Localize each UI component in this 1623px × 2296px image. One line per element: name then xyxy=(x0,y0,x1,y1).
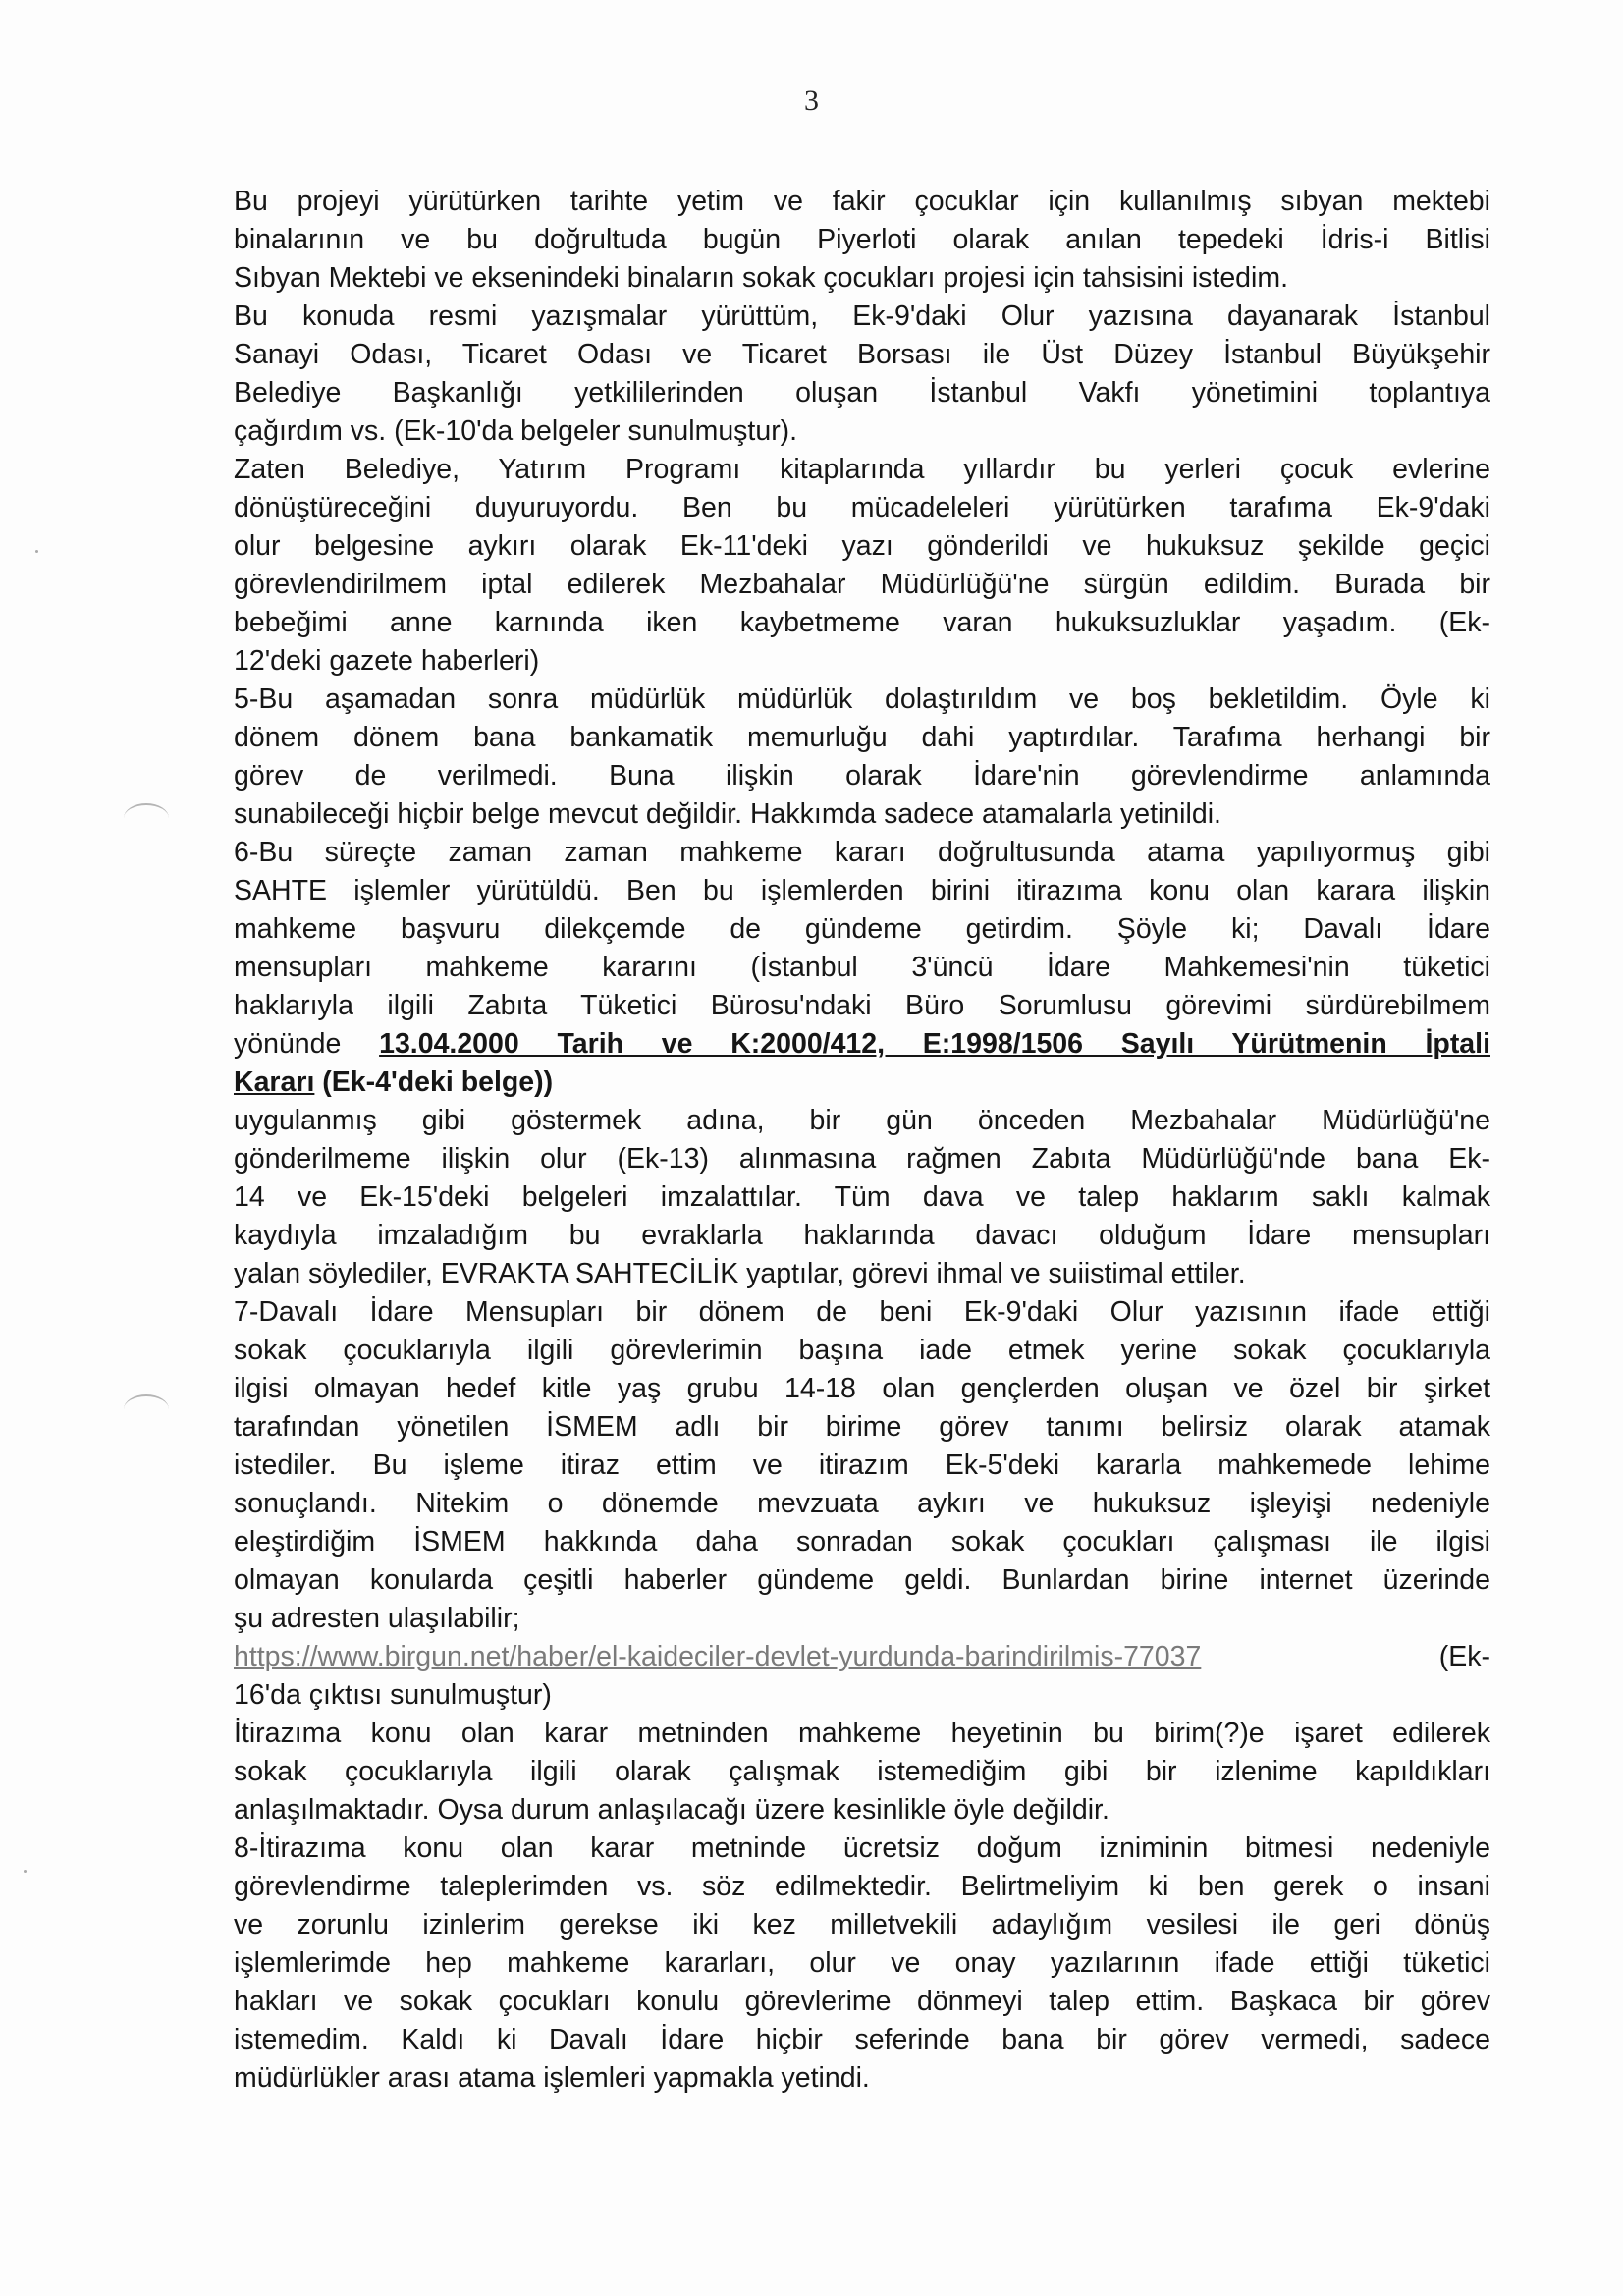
text-line xyxy=(234,1408,1490,1447)
text-line xyxy=(234,1025,1490,1064)
body-text xyxy=(234,183,1490,2098)
text-line xyxy=(234,374,1490,412)
line-text: gönderilmeme ilişkin olur (Ek-13) alınmasına rağmen Zabıta Müdürlüğü'nde bana Ek- xyxy=(234,1143,1490,1175)
text-line xyxy=(234,949,1490,987)
line-text: İtirazıma konu olan karar metninden mahkeme heyetinin bu birim(?)e işaret edilerek xyxy=(234,1718,1490,1749)
text-line xyxy=(234,298,1490,336)
text-line xyxy=(234,1753,1490,1791)
line-text: görev de verilmedi. Buna ilişkin olarak İdare'nin görevlendirme anlamında xyxy=(234,760,1490,792)
line-text: görevlendirme taleplerimden vs. söz edilmektedir. Belirtmeliyim ki ben gerek o insani xyxy=(234,1871,1490,1902)
text-line xyxy=(234,910,1490,949)
line-text: Belediye Başkanlığı yetkililerinden oluşan İstanbul Vakfı yönetimini toplantıya xyxy=(234,377,1490,409)
punch-hole-mark xyxy=(124,1394,169,1424)
text-line xyxy=(234,2021,1490,2059)
text-line xyxy=(234,719,1490,757)
line-text: binalarının ve bu doğrultuda bugün Piyerloti olarak anılan tepedeki İdris-i Bitlisi xyxy=(234,224,1490,255)
line-text: 5-Bu aşamadan sonra müdürlük müdürlük dolaştırıldım ve boş bekletildim. Öyle ki xyxy=(234,683,1490,715)
line-text: uygulanmış gibi göstermek adına, bir gün önceden Mezbahalar Müdürlüğü'ne xyxy=(234,1105,1490,1136)
text-line xyxy=(234,1447,1490,1485)
text-line xyxy=(234,1293,1490,1332)
scan-speck xyxy=(35,550,38,553)
text-line xyxy=(234,681,1490,719)
line-text: görevlendirilmem iptal edilerek Mezbahalar Müdürlüğü'ne sürgün edildim. Burada bir xyxy=(234,569,1490,600)
text-line xyxy=(234,1638,1490,1676)
line-text: 12'deki gazete haberleri) xyxy=(234,645,540,677)
scan-speck xyxy=(24,1870,27,1873)
line-text: yalan söylediler, EVRAKTA SAHTECİLİK yaptılar, görevi ihmal ve suiistimal ettiler. xyxy=(234,1258,1246,1289)
line-text: müdürlükler arası atama işlemleri yapmakla yetindi. xyxy=(234,2062,870,2094)
text-line xyxy=(234,1217,1490,1255)
text-line xyxy=(234,412,1490,451)
text-line xyxy=(234,834,1490,872)
court-decision-reference: Kararı xyxy=(234,1066,315,1098)
text-line xyxy=(234,1944,1490,1983)
line-text: Zaten Belediye, Yatırım Programı kitaplarında yıllardır bu yerleri çocuk evlerine xyxy=(234,454,1490,485)
line-text: kaydıyla imzaladığım bu evraklarla haklarında davacı olduğum İdare mensupları xyxy=(234,1220,1490,1251)
text-line xyxy=(234,336,1490,374)
line-text: (Ek- xyxy=(1438,1641,1490,1672)
line-text: SAHTE işlemler yürütüldü. Ben bu işlemlerden birini itirazıma konu olan karara ilişkin xyxy=(234,875,1490,906)
line-text: mahkeme başvuru dilekçemde de gündeme getirdim. Şöyle ki; Davalı İdare xyxy=(234,913,1490,945)
line-text: 16'da çıktısı sunulmuştur) xyxy=(234,1679,552,1711)
text-line xyxy=(234,1906,1490,1944)
line-text: hakları ve sokak çocukları konulu görevlerime dönmeyi talep ettim. Başkaca bir görev xyxy=(234,1986,1490,2017)
text-line xyxy=(234,642,1490,681)
text-line xyxy=(234,1983,1490,2021)
text-line xyxy=(234,1332,1490,1370)
line-text: yönünde xyxy=(234,1028,380,1060)
text-line xyxy=(234,872,1490,910)
text-line xyxy=(234,1485,1490,1523)
text-line xyxy=(234,1791,1490,1830)
line-text: ve zorunlu izinlerim gerekse iki kez milletvekili adaylığım vesilesi ile geri dönüş xyxy=(234,1909,1490,1941)
text-line xyxy=(234,1102,1490,1140)
line-text: eleştirdiğim İSMEM hakkında daha sonradan sokak çocukları çalışması ile ilgisi xyxy=(234,1526,1490,1558)
line-text: anlaşılmaktadır. Oysa durum anlaşılacağı üzere kesinlikle öyle değildir. xyxy=(234,1794,1109,1826)
text-line xyxy=(234,489,1490,527)
text-line xyxy=(234,1868,1490,1906)
line-text: Sıbyan Mektebi ve eksenindeki binaların sokak çocukları projesi için tahsisini istedim. xyxy=(234,262,1289,294)
line-text: çağırdım vs. (Ek-10'da belgeler sunulmuştur). xyxy=(234,415,798,447)
line-text: 7-Davalı İdare Mensupları bir dönem de beni Ek-9'daki Olur yazısının ifade ettiği xyxy=(234,1296,1490,1328)
line-text: 14 ve Ek-15'deki belgeleri imzalattılar. Tüm dava ve talep haklarım saklı kalmak xyxy=(234,1181,1490,1213)
line-text: mensupları mahkeme kararını (İstanbul 3'üncü İdare Mahkemesi'nin tüketici xyxy=(234,952,1490,983)
line-text: olur belgesine aykırı olarak Ek-11'deki yazı gönderildi ve hukuksuz şekilde geçici xyxy=(234,530,1490,562)
text-line xyxy=(234,757,1490,795)
line-text: sunabileceği hiçbir belge mevcut değildir. Hakkımda sadece atamalarla yetinildi. xyxy=(234,798,1221,830)
text-line xyxy=(234,1830,1490,1868)
text-line xyxy=(234,1255,1490,1293)
line-text: şu adresten ulaşılabilir; xyxy=(234,1603,520,1634)
line-text: bebeğimi anne karnında iken kaybetmeme varan hukuksuzluklar yaşadım. (Ek- xyxy=(234,607,1490,638)
text-line xyxy=(234,1064,1490,1102)
line-text: dönem dönem bana bankamatik memurluğu dahi yaptırdılar. Tarafıma herhangi bir xyxy=(234,722,1490,753)
text-line xyxy=(234,1178,1490,1217)
text-line xyxy=(234,259,1490,298)
text-line xyxy=(234,566,1490,604)
text-line xyxy=(234,987,1490,1025)
line-text: haklarıyla ilgili Zabıta Tüketici Bürosu'ndaki Büro Sorumlusu görevimi sürdürebilmem xyxy=(234,990,1490,1021)
line-text: sokak çocuklarıyla ilgili görevlerimin başına iade etmek yerine sokak çocuklarıyla xyxy=(234,1335,1490,1366)
punch-hole-mark xyxy=(124,803,169,833)
line-text: 8-İtirazıma konu olan karar metninde ücretsiz doğum izniminin bitmesi nedeniyle xyxy=(234,1832,1490,1864)
line-text: 6-Bu süreçte zaman zaman mahkeme kararı doğrultusunda atama yapılıyormuş gibi xyxy=(234,837,1490,868)
line-text: işlemlerimde hep mahkeme kararları, olur ve onay yazılarının ifade ettiği tüketici xyxy=(234,1947,1490,1979)
page-number: 3 xyxy=(804,84,819,117)
line-text: Bu konuda resmi yazışmalar yürüttüm, Ek-9'daki Olur yazısına dayanarak İstanbul xyxy=(234,301,1490,332)
annex-reference: (Ek-4'deki belge)) xyxy=(314,1066,554,1098)
line-text: Sanayi Odası, Ticaret Odası ve Ticaret Borsası ile Üst Düzey İstanbul Büyükşehir xyxy=(234,339,1490,370)
text-line xyxy=(234,604,1490,642)
text-line xyxy=(234,451,1490,489)
text-line xyxy=(234,1715,1490,1753)
text-line xyxy=(234,1561,1490,1600)
text-line xyxy=(234,1600,1490,1638)
text-line xyxy=(234,1140,1490,1178)
text-line xyxy=(234,183,1490,221)
line-text: tarafından yönetilen İSMEM adlı bir birime görev tanımı belirsiz olarak atamak xyxy=(234,1411,1490,1443)
line-text: sonuçlandı. Nitekim o dönemde mevzuata aykırı ve hukuksuz işleyişi nedeniyle xyxy=(234,1488,1490,1519)
court-decision-reference: 13.04.2000 Tarih ve K:2000/412, E:1998/1506 Sayılı Yürütmenin İptali xyxy=(379,1028,1490,1060)
text-line xyxy=(234,527,1490,566)
text-line xyxy=(234,221,1490,259)
line-text: ilgisi olmayan hedef kitle yaş grubu 14-18 olan gençlerden oluşan ve özel bir şirket xyxy=(234,1373,1490,1404)
line-text: olmayan konularda çeşitli haberler gündeme geldi. Bunlardan birine internet üzerinde xyxy=(234,1564,1490,1596)
news-article-link[interactable]: https://www.birgun.net/haber/el-kaideciler-devlet-yurdunda-barindirilmis-77037 xyxy=(234,1641,1202,1672)
line-text: sokak çocuklarıyla ilgili olarak çalışmak istemediğim gibi bir izlenime kapıldıkları xyxy=(234,1756,1490,1787)
line-text: istediler. Bu işleme itiraz ettim ve itirazım Ek-5'deki kararla mahkemede lehime xyxy=(234,1449,1490,1481)
text-line xyxy=(234,2059,1490,2098)
text-line xyxy=(234,1370,1490,1408)
line-text: dönüştüreceğini duyuruyordu. Ben bu mücadeleleri yürütürken tarafıma Ek-9'daki xyxy=(234,492,1490,523)
line-text: Bu projeyi yürütürken tarihte yetim ve fakir çocuklar için kullanılmış sıbyan mektebi xyxy=(234,186,1490,217)
text-line xyxy=(234,1523,1490,1561)
text-line xyxy=(234,1676,1490,1715)
text-line xyxy=(234,795,1490,834)
line-text: istemedim. Kaldı ki Davalı İdare hiçbir seferinde bana bir görev vermedi, sadece xyxy=(234,2024,1490,2055)
